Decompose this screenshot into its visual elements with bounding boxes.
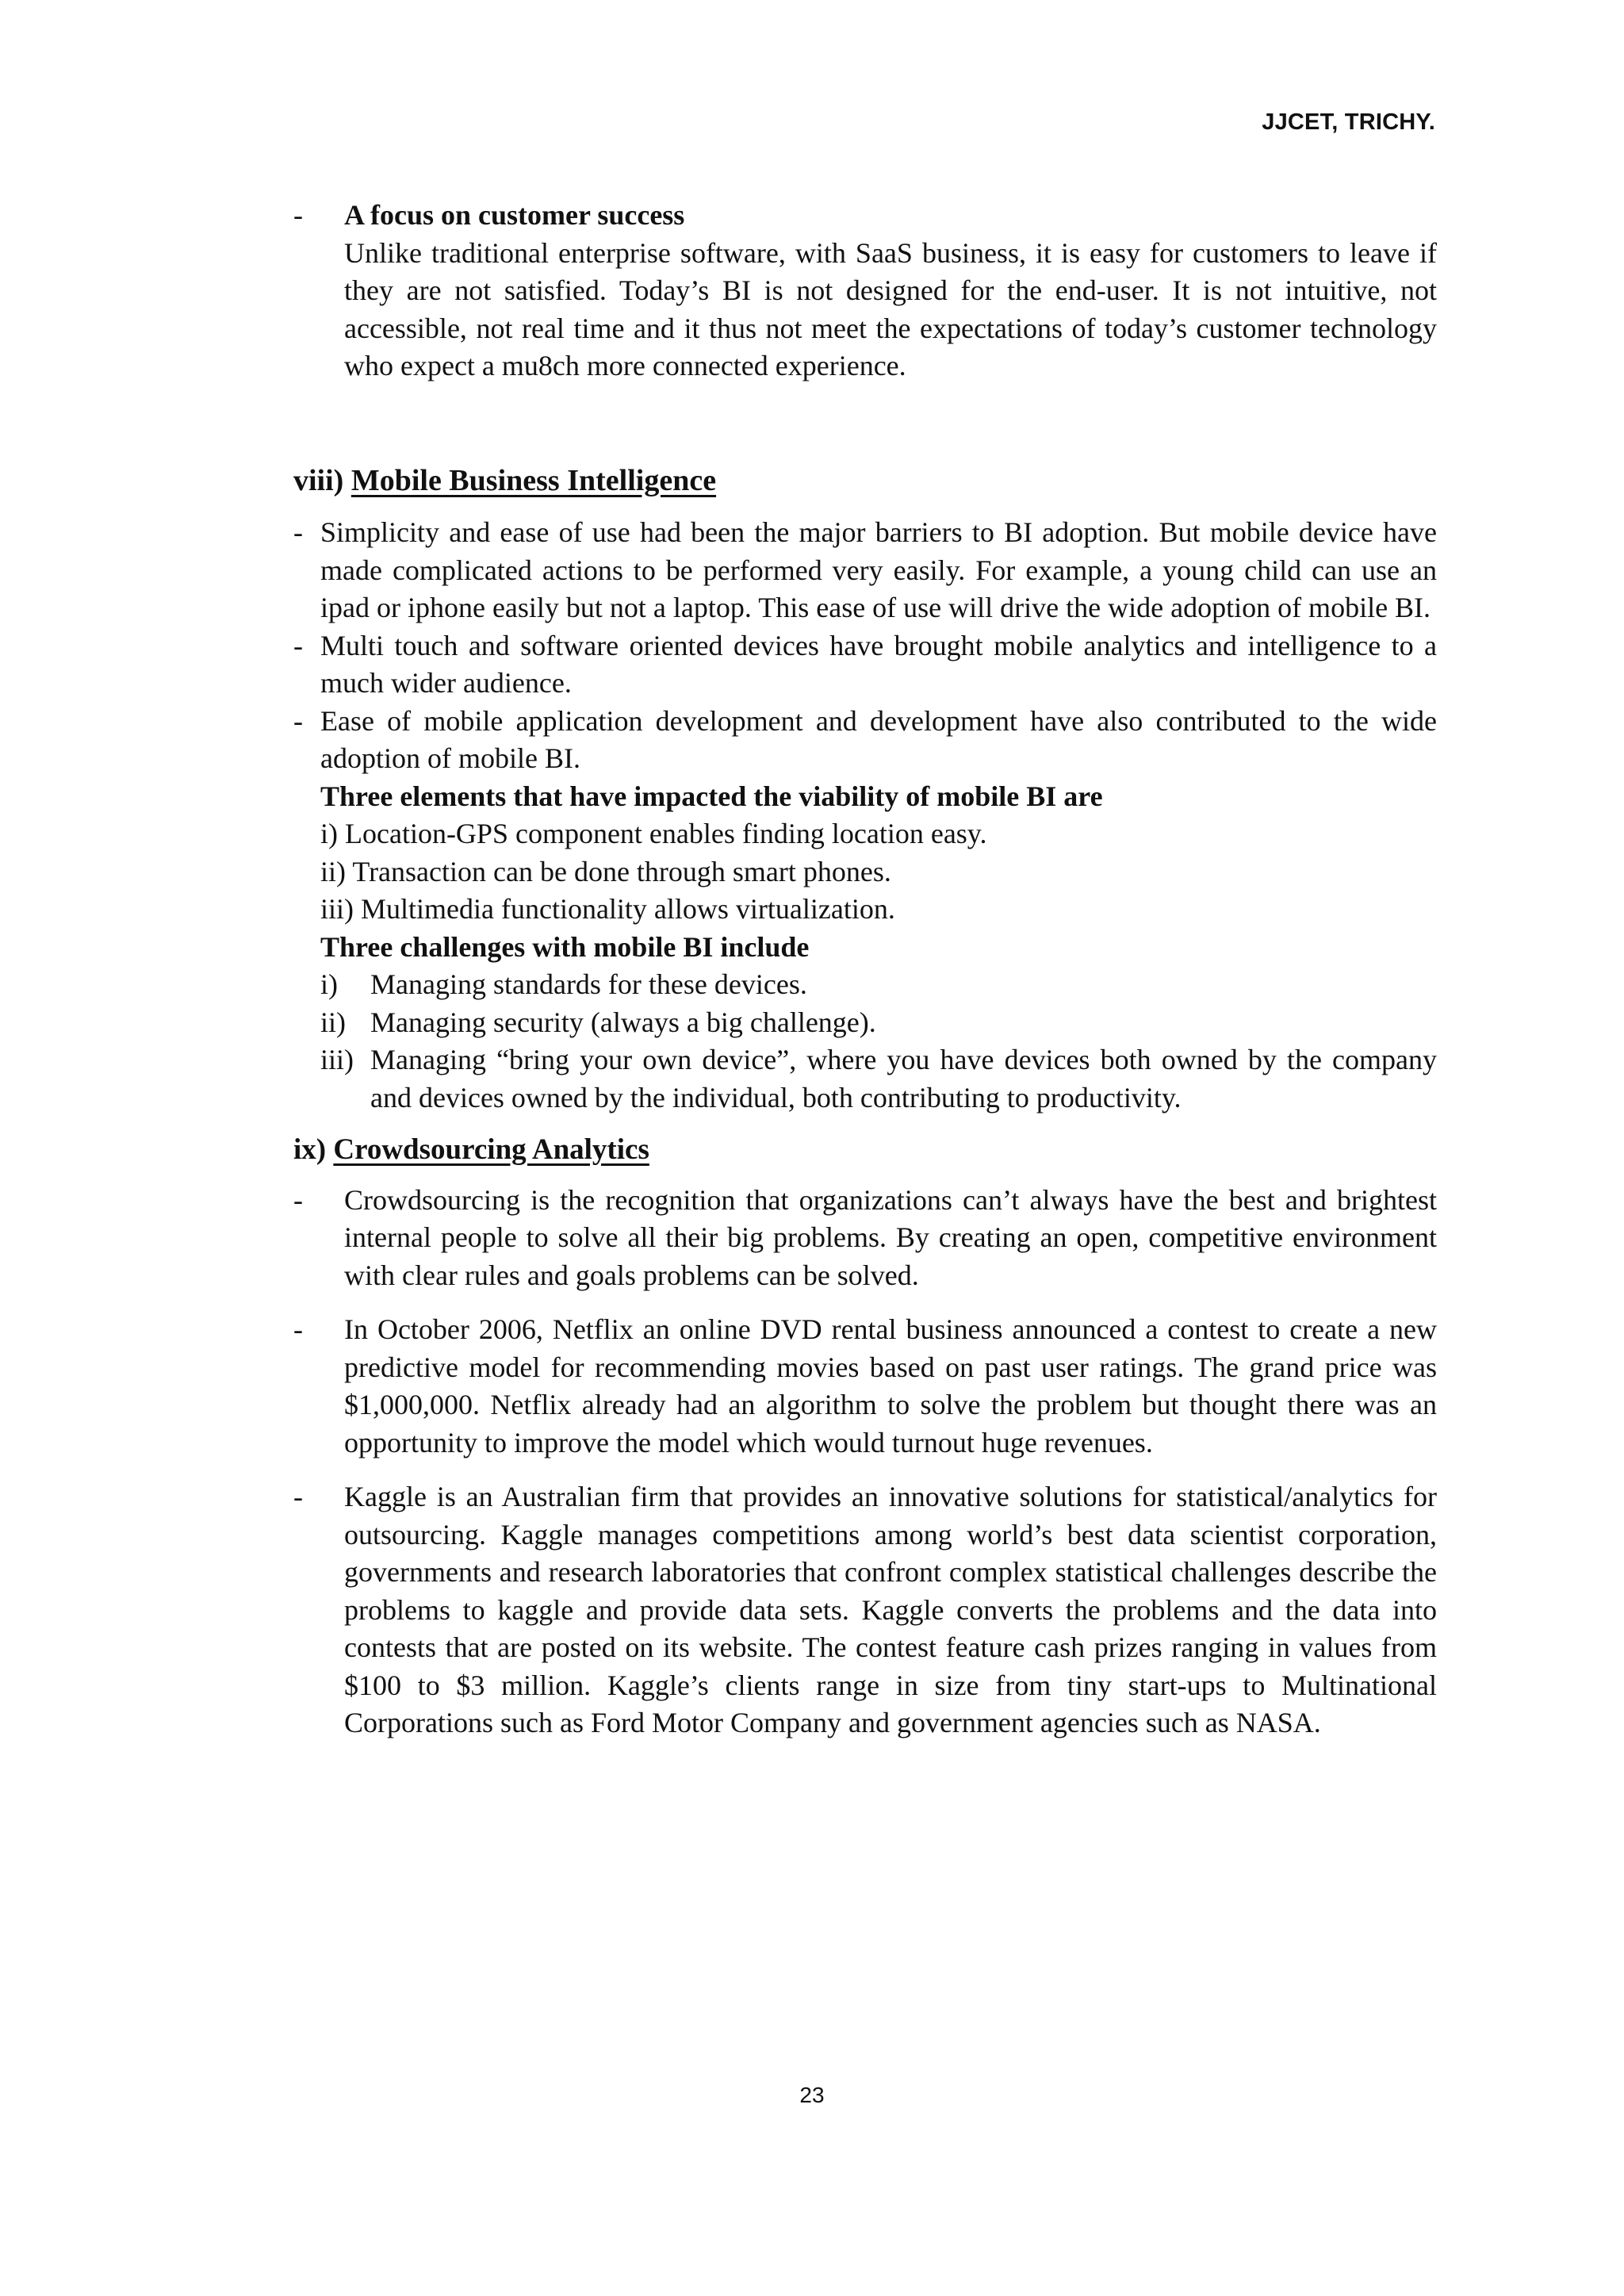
page-header-institution: JJCET, TRICHY.: [1262, 109, 1435, 135]
crowdsourcing-bullet: [293, 1182, 1437, 1295]
mobile-bi-heading: [293, 462, 1437, 500]
challenge-number: i): [320, 968, 338, 1000]
elements-heading: Three elements that have impacted the viability of mobile BI are: [320, 780, 1103, 812]
mobile-bi-bullet: [293, 514, 1437, 627]
bullet-dash: -: [293, 1313, 303, 1345]
bullet-dash: -: [293, 1481, 303, 1512]
challenge-text: Managing standards for these devices.: [370, 968, 807, 1000]
mobile-bi-bullet: [293, 627, 1437, 703]
bullet-dash: -: [293, 199, 303, 231]
challenge-item: [320, 966, 1437, 1004]
bullet-text: In October 2006, Netflix an online DVD rental business announced a contest to create a new predictive model for recommending movies based on past user ratings. The grand price was $1,000,000. Netflix already had an algorithm to solve the problem but thought there was an opportunity to improve the model which would turnout huge revenues.: [344, 1313, 1437, 1458]
customer-success-body: Unlike traditional enterprise software, with SaaS business, it is easy for customers to leave if they are not satisfied. Today’s BI is not designed for the end-user. It is not intuitive, not accessible, not real time and it thus not meet the expectations of today’s customer technology who expect a mu8ch more connected experience.: [344, 236, 1437, 381]
element-item: i) Location-GPS component enables finding location easy.: [320, 818, 987, 849]
customer-success-item: [293, 197, 1437, 385]
page-number: 23: [799, 2083, 825, 2107]
crowdsourcing-heading: [293, 1131, 1437, 1169]
section-number: ix): [293, 1133, 327, 1166]
mobile-bi-bullet: [293, 703, 1437, 778]
section-title: Crowdsourcing Analytics: [333, 1133, 649, 1166]
challenge-number: ii): [320, 1006, 346, 1038]
crowdsourcing-bullet: [293, 1311, 1437, 1462]
section-title: Mobile Business Intelligence: [350, 463, 717, 497]
bullet-text: Simplicity and ease of use had been the major barriers to BI adoption. But mobile device have made complicated actions to be performed very easily. For example, a young child can use an ipad or iphone easily but not a laptop. This ease of use will drive the wide adoption of mobile BI.: [320, 516, 1437, 623]
page-content: [293, 197, 1437, 1742]
customer-success-title: A focus on customer success: [344, 199, 685, 231]
section-number: viii): [293, 463, 344, 497]
bullet-dash: -: [293, 1183, 303, 1216]
bullet-dash: -: [293, 704, 303, 737]
element-item: ii) Transaction can be done through smart phones.: [320, 855, 891, 887]
challenges-heading: Three challenges with mobile BI include: [320, 930, 810, 963]
crowdsourcing-bullet: [293, 1478, 1437, 1742]
challenge-item: [320, 1004, 1437, 1042]
challenge-number: iii): [320, 1044, 354, 1075]
bullet-text: Ease of mobile application development and development have also contributed to the wide adoption of mobile BI.: [320, 704, 1437, 774]
bullet-dash: -: [293, 516, 303, 548]
challenge-item: [320, 1041, 1437, 1117]
element-item: iii) Multimedia functionality allows virtualization.: [320, 893, 895, 925]
bullet-text: Multi touch and software oriented devices have brought mobile analytics and intelligence to a much wider audience.: [320, 629, 1437, 699]
challenge-text: Managing security (always a big challenge).: [370, 1006, 876, 1038]
bullet-text: Kaggle is an Australian firm that provides an innovative solutions for statistical/analytics for outsourcing. Kaggle manages competitions among world’s best data scientist corporation, governments and research laboratories that confront complex statistical challenges describe the problems to kaggle and provide data sets. Kaggle converts the problems and the data into contests that are posted on its website. The contest feature cash prizes ranging in values from $100 to $3 million. Kaggle’s clients range in size from tiny start-ups to Multinational Corporations such as Ford Motor Company and government agencies such as NASA.: [344, 1481, 1437, 1738]
bullet-text: Crowdsourcing is the recognition that organizations can’t always have the best and brightest internal people to solve all their big problems. By creating an open, competitive environment with clear rules and goals problems can be solved.: [344, 1183, 1437, 1291]
elements-block: [293, 778, 1437, 1117]
bullet-dash: -: [293, 629, 303, 661]
challenge-text: Managing “bring your own device”, where you have devices both owned by the company and devices owned by the individual, both contributing to productivity.: [370, 1044, 1437, 1114]
